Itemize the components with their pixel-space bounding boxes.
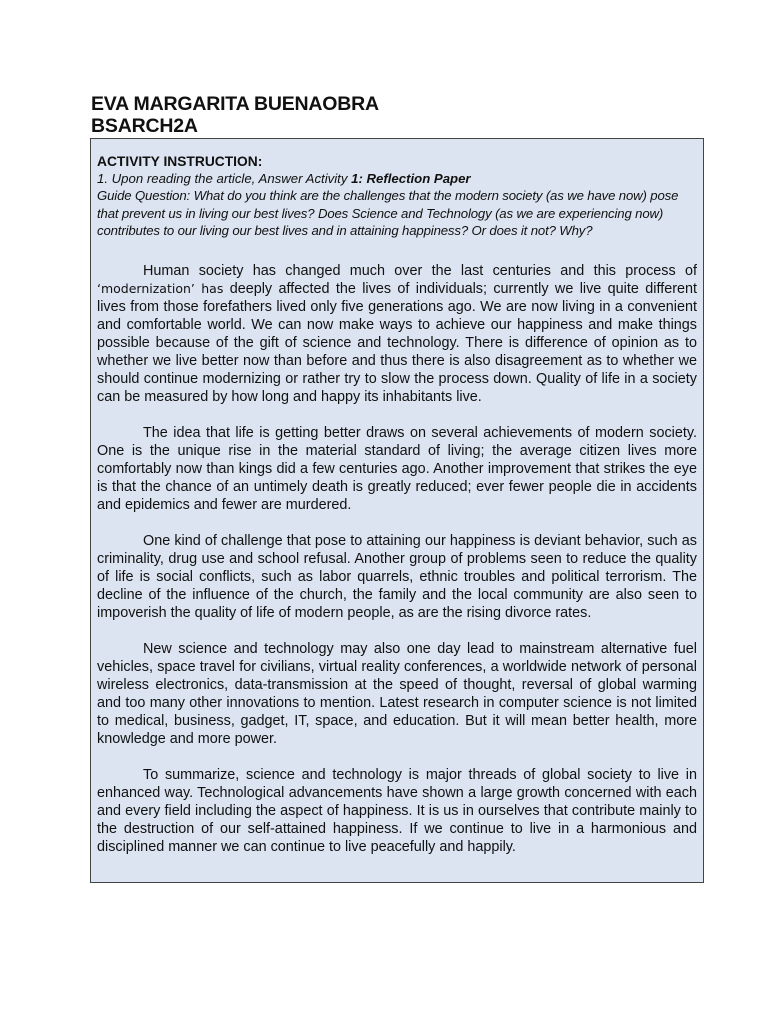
- essay-paragraph-5: To summarize, science and technology is major threads of global society to live in enhanced way. Technological advancements have shown a large growth concerned with each and every field including the aspect of happiness. It is us in ourselves that contribute mainly to the destruction of our self-attained happiness. If we continue to live in a harmonious and disciplined manner we can continue to live peacefully and happily.: [97, 766, 697, 855]
- essay-paragraph-1-rest: deeply affected the lives of individuals; currently we live quite different lives from those forefathers lived only five generations ago. We are now living in a convenient and comfortable world. We can now make ways to achieve our happiness and make things possible because of the gift of science and technology. There is difference of opinion as to whether we live better now than before and thus there is also disagreement as to whether we should continue modernizing or rather try to slow the process down. Quality of life in a society can be measured by how long and happy its inhabitants live.: [97, 280, 697, 405]
- activity-name: 1: Reflection Paper: [351, 171, 471, 186]
- instruction-line-text: 1. Upon reading the article, Answer Activity: [97, 171, 352, 186]
- activity-instruction: [97, 154, 697, 240]
- essay-paragraph-4: New science and technology may also one day lead to mainstream alternative fuel vehicles, space travel for civilians, virtual reality conferences, a worldwide network of personal wireless electronics, data-transmission at the speed of thought, reversal of global warming and too many other innovations to mention. Latest research in computer science is not limited to medical, business, gadget, IT, space, and education. But it will mean better health, more knowledge and more power.: [97, 640, 697, 747]
- author-name: EVA MARGARITA BUENAOBRA: [91, 93, 379, 115]
- essay-paragraph-1: [97, 262, 697, 406]
- document-header: [91, 93, 379, 137]
- essay-paragraph-1-start: Human society has changed much over the last centuries and this process of: [143, 262, 697, 279]
- author-section: BSARCH2A: [91, 115, 198, 137]
- essay-paragraph-2: The idea that life is getting better draws on several achievements of modern society. One is the unique rise in the material standard of living; the average citizen lives more comfortably now than kings did a few centuries ago. Another improvement that strikes the eye is that the chance of an untimely death is greatly reduced; ever fewer people die in accidents and epidemics and fewer are murdered.: [97, 424, 697, 513]
- instruction-line: [97, 170, 697, 187]
- instruction-title: ACTIVITY INSTRUCTION:: [97, 154, 263, 169]
- reflection-paper-box: [90, 138, 704, 883]
- essay-paragraph-3: One kind of challenge that pose to attaining our happiness is deviant behavior, such as criminality, drug use and school refusal. Another group of problems seen to reduce the quality of life is social conflicts, such as labor quarrels, ethnic troubles and political terrorism. The decline of the influence of the church, the family and the local community are also seen to impoverish the quality of life of modern people, as are the rising divorce rates.: [97, 532, 697, 621]
- guide-question: Guide Question: What do you think are the challenges that the modern society (as we have now) pose that prevent us in living our best lives? Does Science and Technology (as we are experiencing now) contributes to our living our best lives and in attaining happiness? Or does it not? Why?: [97, 188, 679, 238]
- modernization-term: ‘modernization’ has: [97, 280, 224, 296]
